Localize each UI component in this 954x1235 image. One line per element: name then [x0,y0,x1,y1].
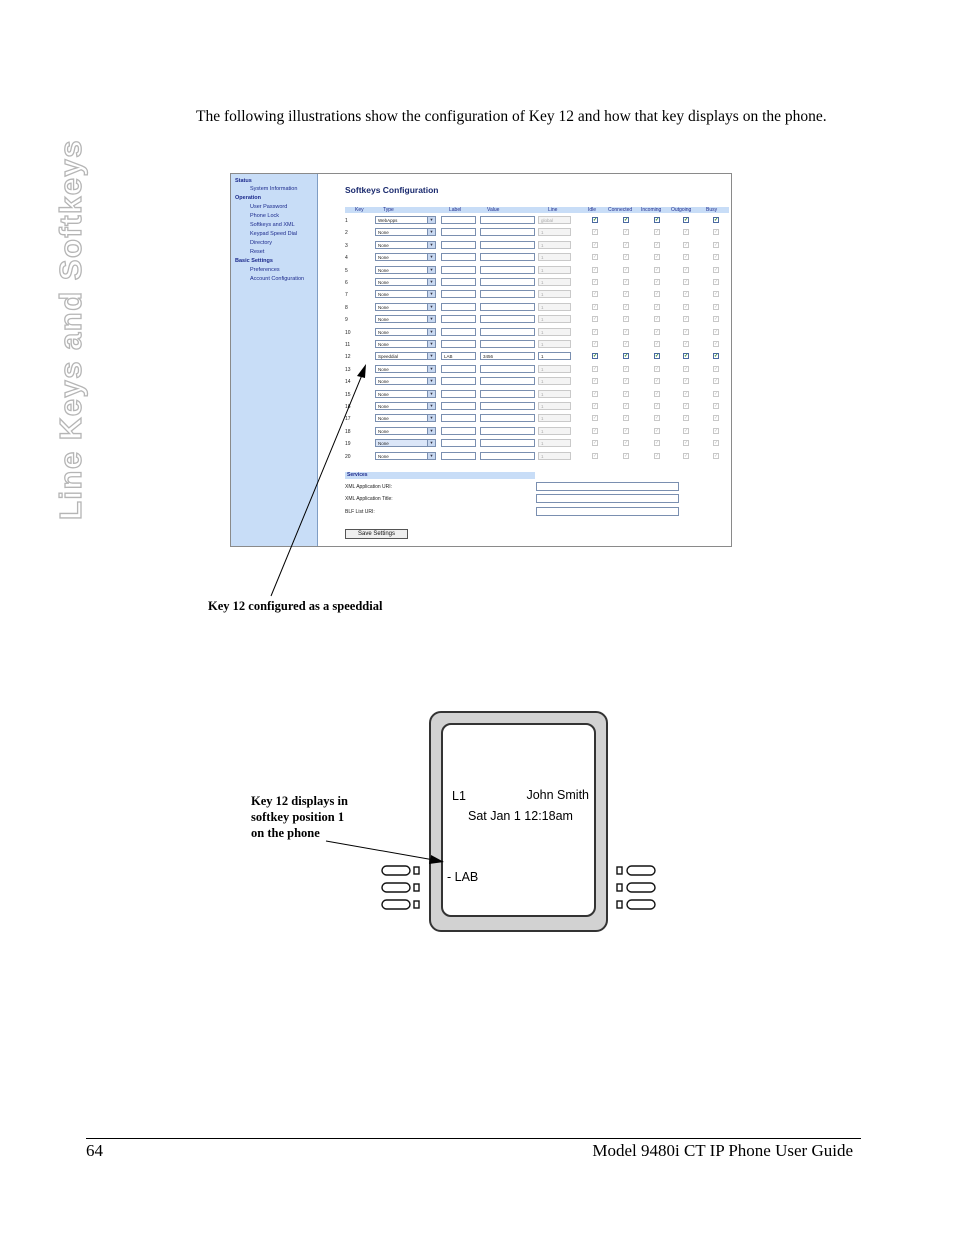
nav-preferences[interactable]: Preferences [250,267,280,273]
state-checkbox[interactable]: ✓ [593,266,598,273]
chevron-down-icon: ▼ [427,279,435,285]
state-checkbox[interactable]: ✓ [593,254,598,261]
guide-title: Model 9480i CT IP Phone User Guide [592,1141,853,1160]
state-checkbox[interactable]: ✓ [655,365,660,372]
state-checkbox[interactable]: ✓ [714,452,719,459]
nav-softkeys-xml[interactable]: Softkeys and XML [250,222,295,228]
state-checkbox[interactable]: ✓ [684,279,689,285]
state-checkbox[interactable]: ✓ [655,341,660,347]
nav-keypad-speed-dial[interactable]: Keypad Speed Dial [250,231,298,237]
type-value: None [378,304,389,310]
state-checkbox[interactable]: ✓ [655,427,660,434]
type-value: None [378,453,389,459]
state-checkbox[interactable]: ✓ [624,353,629,360]
label-input[interactable]: LAB [441,352,476,360]
col-line: Line [548,207,558,213]
type-value: None [378,404,389,409]
key-number: 13 [345,366,351,373]
nav-status[interactable]: Status [235,178,252,184]
state-checkbox[interactable]: ✓ [655,241,660,248]
chevron-down-icon: ▼ [427,291,435,297]
chevron-down-icon: ▼ [427,366,435,372]
key-number: 14 [345,379,351,386]
state-checkbox[interactable]: ✓ [624,403,629,409]
nav-reset[interactable]: Reset [250,249,265,255]
state-checkbox[interactable]: ✓ [624,365,629,372]
line-value: 1 [541,242,544,248]
state-checkbox[interactable]: ✓ [684,415,689,422]
col-key: Key [355,207,364,213]
key-number: 18 [345,428,351,435]
chevron-down-icon: ▼ [427,391,435,397]
services-header: Services [345,472,535,479]
state-checkbox[interactable]: ✓ [593,303,598,310]
line-value: 1 [541,267,544,273]
chevron-down-icon: ▼ [427,341,435,347]
date-time: Sat Jan 1 12:18am [468,809,573,823]
footer-rule [86,1138,861,1139]
state-checkbox[interactable]: ✓ [714,266,719,273]
state-checkbox[interactable]: ✓ [624,316,629,323]
line-value: 1 [541,354,544,360]
caption-phone-line-1: Key 12 displays in [251,794,348,808]
col-value: Value [487,207,500,213]
type-value: None [378,267,389,273]
state-checkbox[interactable]: ✓ [684,440,689,447]
chevron-down-icon: ▼ [427,415,435,421]
state-checkbox[interactable]: ✓ [655,316,660,323]
state-checkbox[interactable]: ✓ [684,241,689,248]
key-number: 6 [345,280,348,286]
line-value: 1 [541,317,544,323]
state-checkbox[interactable]: ✓ [684,353,689,360]
line-value: 1 [541,304,544,310]
state-checkbox[interactable]: ✓ [714,254,719,261]
type-value: None [378,329,389,335]
key-number: 1 [345,218,348,224]
state-checkbox[interactable]: ✓ [655,229,660,236]
chevron-down-icon: ▼ [427,229,435,235]
state-checkbox[interactable]: ✓ [655,279,660,285]
type-value: None [378,391,389,397]
key-number: 5 [345,267,348,274]
line-value: 1 [541,292,544,298]
line-value: 1 [541,416,544,422]
key-number: 12 [345,354,351,361]
type-value: WebApps [378,218,398,223]
state-checkbox[interactable]: ✓ [593,415,598,422]
state-checkbox[interactable]: ✓ [655,390,660,397]
col-outgoing: Outgoing [671,207,692,213]
state-checkbox[interactable]: ✓ [714,316,719,323]
state-checkbox[interactable]: ✓ [624,266,629,273]
type-value: None [378,242,389,248]
chevron-down-icon: ▼ [427,267,435,273]
nav-phone-lock[interactable]: Phone Lock [250,213,280,219]
type-value: None [378,428,389,434]
chevron-down-icon: ▼ [427,403,435,409]
state-checkbox[interactable]: ✓ [714,328,719,335]
state-checkbox[interactable]: ✓ [684,291,689,298]
line-value: 1 [541,453,544,459]
state-checkbox[interactable]: ✓ [684,403,689,409]
line-value: 1 [541,342,544,347]
state-checkbox[interactable]: ✓ [684,328,689,335]
xml-uri-label: XML Application URI: [345,484,393,490]
state-checkbox[interactable]: ✓ [655,440,660,447]
line-value: 1 [541,230,544,236]
arrow-head-web [357,364,366,378]
chevron-down-icon: ▼ [427,217,435,223]
key-number: 19 [345,441,351,448]
key-number: 20 [345,453,351,460]
caption-phone-line-2: softkey position 1 [251,810,345,824]
key-number: 7 [345,292,348,299]
caption-web-config: Key 12 configured as a speeddial [208,599,383,613]
line-value: 1 [541,329,544,335]
state-checkbox[interactable]: ✓ [624,452,629,459]
state-checkbox[interactable]: ✓ [624,217,629,223]
line-value: global [541,218,554,223]
nav-account-configuration[interactable]: Account Configuration [250,276,305,282]
col-busy: Busy [706,207,718,213]
line-value: 1 [541,391,544,397]
state-checkbox[interactable]: ✓ [593,440,598,447]
state-checkbox[interactable]: ✓ [624,229,629,236]
state-checkbox[interactable]: ✓ [684,341,689,347]
state-checkbox[interactable]: ✓ [714,390,719,397]
state-checkbox[interactable]: ✓ [684,316,689,323]
col-type: Type [383,207,394,213]
state-checkbox[interactable]: ✓ [624,427,629,434]
chevron-down-icon: ▼ [427,329,435,335]
state-checkbox[interactable]: ✓ [655,415,660,422]
state-checkbox[interactable]: ✓ [684,378,689,385]
line-indicator: L1 [452,789,466,803]
state-checkbox[interactable]: ✓ [714,229,719,236]
nav-directory[interactable]: Directory [250,240,273,246]
chevron-down-icon: ▼ [427,428,435,434]
state-checkbox[interactable]: ✓ [714,241,719,248]
state-checkbox[interactable]: ✓ [714,291,719,298]
state-checkbox[interactable]: ✓ [593,217,598,223]
key-number: 3 [345,242,348,249]
type-value: None [378,292,389,298]
key-number: 16 [345,404,351,410]
line-value: 1 [541,379,544,385]
state-checkbox[interactable]: ✓ [655,378,660,385]
key-number: 17 [345,416,351,423]
state-checkbox[interactable]: ✓ [624,254,629,261]
col-label: Label [449,207,462,213]
nav-operation[interactable]: Operation [235,195,261,201]
state-checkbox[interactable]: ✓ [624,341,629,347]
state-checkbox[interactable]: ✓ [593,291,598,298]
arrow-head-phone [429,855,444,864]
state-checkbox[interactable]: ✓ [684,217,689,223]
state-checkbox[interactable]: ✓ [593,452,598,459]
line-value: 1 [541,255,544,261]
state-checkbox[interactable]: ✓ [593,353,598,360]
state-checkbox[interactable]: ✓ [714,427,719,434]
state-checkbox[interactable]: ✓ [624,291,629,298]
state-checkbox[interactable]: ✓ [714,415,719,422]
line-value: 1 [541,366,544,372]
type-value: Speeddial [378,354,399,360]
key-number: 11 [345,342,351,348]
state-checkbox[interactable]: ✓ [593,403,598,409]
side-title-text: Line Keys and Softkeys [53,138,88,520]
state-checkbox[interactable]: ✓ [593,341,598,347]
state-checkbox[interactable]: ✓ [684,266,689,273]
type-value: None [378,379,389,385]
softkeys-config-title: Softkeys Configuration [345,185,439,195]
state-checkbox[interactable]: ✓ [624,328,629,335]
state-checkbox[interactable]: ✓ [624,390,629,397]
state-checkbox[interactable]: ✓ [655,303,660,310]
state-checkbox[interactable]: ✓ [714,378,719,385]
state-checkbox[interactable]: ✓ [624,279,629,285]
key-number: 4 [345,255,348,262]
state-checkbox[interactable]: ✓ [714,341,719,347]
state-checkbox[interactable]: ✓ [593,229,598,236]
chevron-down-icon: ▼ [427,453,435,459]
key-number: 9 [345,317,348,324]
value-input[interactable]: 3456 [480,352,535,360]
state-checkbox[interactable]: ✓ [714,403,719,409]
softkey-label-lab: - LAB [447,870,479,884]
state-checkbox[interactable]: ✓ [655,328,660,335]
key-number: 10 [345,329,351,336]
chevron-down-icon: ▼ [427,378,435,384]
line-value: 1 [541,428,544,434]
state-checkbox[interactable]: ✓ [624,440,629,447]
state-checkbox[interactable]: ✓ [655,217,660,223]
chevron-down-icon: ▼ [427,304,435,310]
state-checkbox[interactable]: ✓ [593,390,598,397]
type-value: None [378,416,389,422]
line-value: 1 [541,441,544,447]
chevron-down-icon: ▼ [427,316,435,322]
state-checkbox[interactable]: ✓ [684,365,689,372]
state-checkbox[interactable]: ✓ [624,378,629,385]
type-value: None [378,342,389,347]
state-checkbox[interactable]: ✓ [714,217,719,223]
state-checkbox[interactable]: ✓ [593,365,598,372]
col-connected: Connected [608,207,633,213]
chevron-down-icon: ▼ [427,242,435,248]
page-number: 64 [86,1141,103,1160]
type-value: None [378,366,389,372]
state-checkbox[interactable]: ✓ [714,353,719,360]
intro-paragraph: The following illustrations show the configuration of Key 12 and how that key displays on the phone. [196,108,827,125]
save-settings-button[interactable]: Save Settings [345,529,408,539]
line-value: 1 [541,280,544,285]
state-checkbox[interactable]: ✓ [593,316,598,323]
state-checkbox[interactable]: ✓ [714,440,719,447]
arrow-line-web [271,375,362,596]
chevron-down-icon: ▼ [427,254,435,260]
state-checkbox[interactable]: ✓ [655,291,660,298]
state-checkbox[interactable]: ✓ [593,427,598,434]
state-checkbox[interactable]: ✓ [624,241,629,248]
line-value: 1 [541,404,544,409]
key-number: 2 [345,230,348,237]
xml-title-label: XML Application Title: [345,496,393,502]
type-value: None [378,441,389,447]
chevron-down-icon: ▼ [427,440,435,446]
state-checkbox[interactable]: ✓ [655,403,660,409]
state-checkbox[interactable]: ✓ [655,266,660,273]
type-value: None [378,317,389,323]
chevron-down-icon: ▼ [427,353,435,359]
state-checkbox[interactable]: ✓ [684,229,689,236]
state-checkbox[interactable]: ✓ [593,279,598,285]
state-checkbox[interactable]: ✓ [593,328,598,335]
state-checkbox[interactable]: ✓ [714,365,719,372]
col-incoming: Incoming [641,207,662,213]
state-checkbox[interactable]: ✓ [624,415,629,422]
nav-system-information[interactable]: System Information [250,186,298,192]
state-checkbox[interactable]: ✓ [714,303,719,310]
state-checkbox[interactable]: ✓ [684,390,689,397]
type-value: None [378,280,389,285]
state-checkbox[interactable]: ✓ [714,279,719,285]
state-checkbox[interactable]: ✓ [593,241,598,248]
state-checkbox[interactable]: ✓ [655,353,660,360]
type-value: None [378,230,389,236]
state-checkbox[interactable]: ✓ [593,378,598,385]
state-checkbox[interactable]: ✓ [655,452,660,459]
key-number: 15 [345,391,351,398]
nav-user-password[interactable]: User Password [250,204,288,210]
nav-basic-settings[interactable]: Basic Settings [235,258,273,264]
caption-phone-line-3: on the phone [251,826,320,840]
arrow-line-phone [326,841,434,860]
state-checkbox[interactable]: ✓ [655,254,660,261]
type-value: None [378,255,389,261]
col-idle: Idle [588,207,597,213]
state-checkbox[interactable]: ✓ [684,254,689,261]
user-name: John Smith [526,788,589,802]
state-checkbox[interactable]: ✓ [684,303,689,310]
state-checkbox[interactable]: ✓ [684,452,689,459]
blf-uri-label: BLF List URI: [345,509,375,515]
key-number: 8 [345,304,348,311]
state-checkbox[interactable]: ✓ [624,303,629,310]
state-checkbox[interactable]: ✓ [684,427,689,434]
